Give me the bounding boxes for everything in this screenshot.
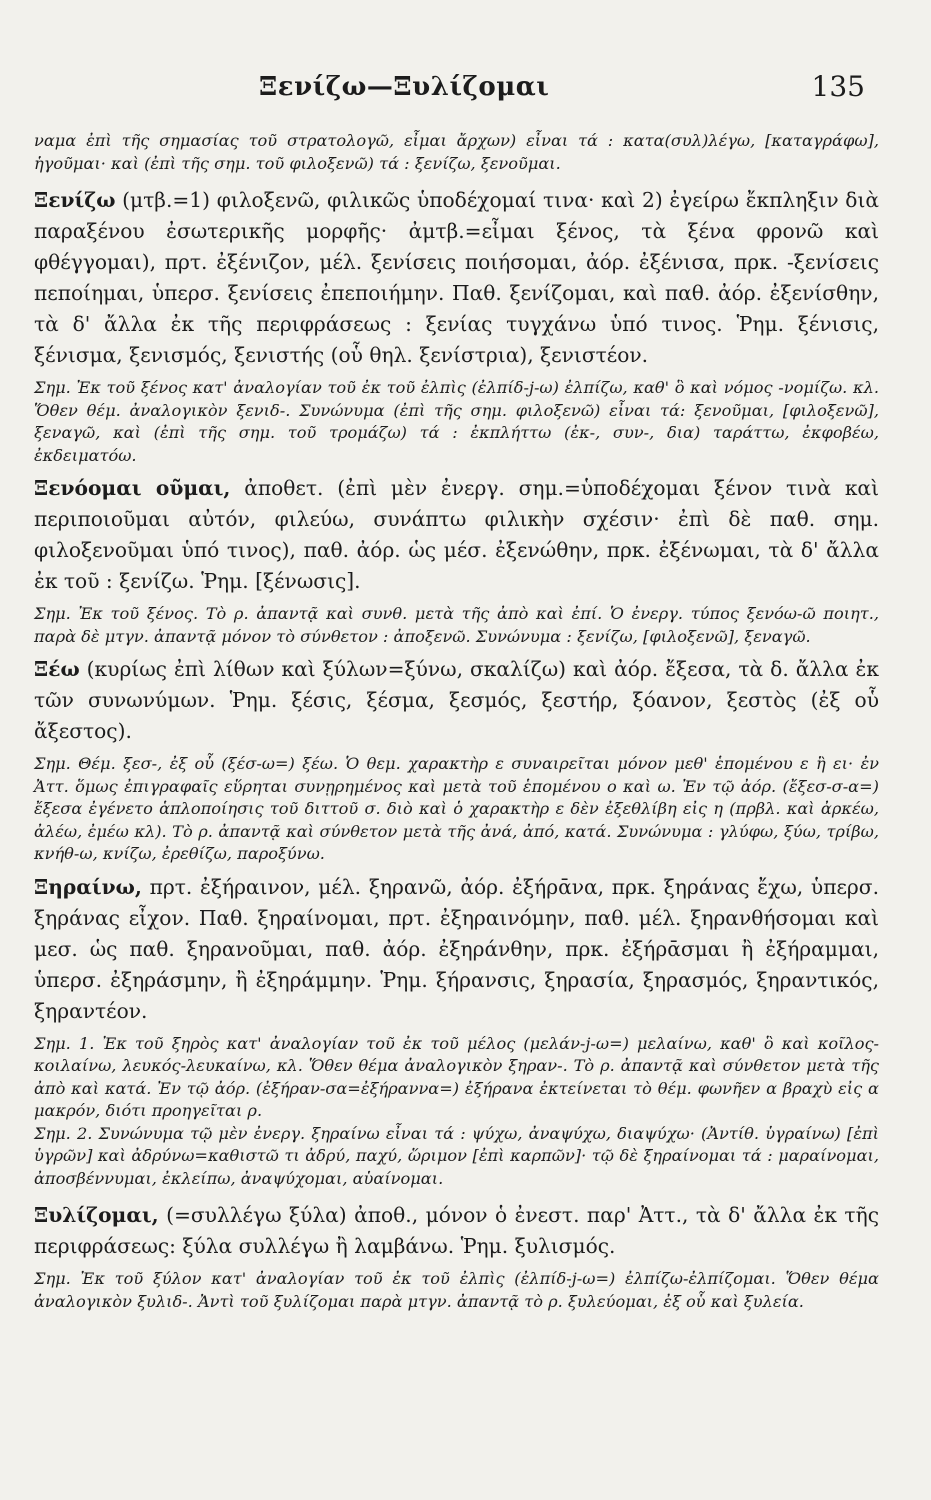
entry-xenoomai: Ξενόομαι οῦμαι, ἀποθετ. (ἐπὶ μὲν ἐνεργ. σημ.=ὑποδέχομαι ξένον τινὰ καὶ περιποιοῦμαι αὐτόν, φιλεύω, συνάπτω φιλικὴν σχέσιν· ἐπὶ δὲ παθ. σημ. φιλοξενοῦμαι ὑπό τινος), παθ. ἀόρ. ὡς μέσ. ἐξενώθην, πρκ. ἐξένωμαι, τὰ δ' ἄλλα ἐκ τοῦ : ξενίζω. Ῥημ. [ξένωσις]. [34, 476, 879, 593]
lemma-headword: Ξενίζω [34, 188, 116, 212]
lemma-headword: Ξέω [34, 657, 80, 681]
note-xylizomai: Σημ. Ἐκ τοῦ ξύλον κατ' ἀναλογίαν τοῦ ἐκ τοῦ ἐλπὶς (ἐλπίδ-j-ω=) ἐλπίζω-ἐλπίζομαι. Ὅθεν θέμα ἀναλογικὸν ξυλιδ-. Ἀντὶ τοῦ ξυλίζομαι παρὰ μτγν. ἀπαντᾷ τὸ ρ. ξυλεύομαι, ἐξ οὗ καὶ ξυλεία. [34, 1269, 879, 1311]
lemma-headword: Ξυλίζομαι, [34, 1203, 159, 1227]
note-xenoomai: Σημ. Ἐκ τοῦ ξένος. Τὸ ρ. ἀπαντᾷ καὶ συνθ. μετὰ τῆς ἀπὸ καὶ ἐπί. Ὁ ἐνεργ. τύπος ξενόω-ῶ ποιητ., παρὰ δὲ μτγν. ἀπαντᾷ μόνον τὸ σύνθετον : ἀποξενῶ. Συνώνυμα : ξενίζω, [φιλοξενῶ], ξεναγῶ. [34, 604, 879, 646]
entry-xeo: Ξέω (κυρίως ἐπὶ λίθων καὶ ξύλων=ξύνω, σκαλίζω) καὶ ἀόρ. ἔξεσα, τὰ δ. ἄλλα ἐκ τῶν συνωνύμων. Ῥημ. ξέσις, ξέσμα, ξεσμός, ξεστήρ, ξόανον, ξεστὸς (ἐξ οὗ ἄξεστος). [34, 657, 879, 743]
note-xeraino-2: Σημ. 2. Συνώνυμα τῷ μὲν ἐνεργ. ξηραίνω εἶναι τά : ψύχω, ἀναψύχω, διαψύχω· (Ἀντίθ. ὑγραίνω) [ἐπὶ ὑγρῶν] καὶ ἀδρύνω=καθιστῶ τι ἀδρύ, παχύ, ὥριμον [ἐπὶ καρπῶν]· τῷ δὲ ξηραίνομαι τά : μαραίνομαι, ἀποσβέννυμαι, ἐκλείπω, ἀναψύχομαι, αὑαίνομαι. [34, 1123, 879, 1188]
lemma-headword: Ξενόομαι οῦμαι, [34, 476, 231, 500]
note-xenizo: Σημ. Ἐκ τοῦ ξένος κατ' ἀναλογίαν τοῦ ἐκ τοῦ ἐλπὶς (ἐλπίδ-j-ω) ἐλπίζω, καθ' ὃ καὶ νόμος -νομίζω. κλ. Ὅθεν θέμ. ἀναλογικὸν ξενιδ-. Συνώνυμα (ἐπὶ τῆς σημ. φιλοξενῶ) εἶναι τά: ξενοῦμαι, [φιλοξενῶ], ξεναγῶ, καὶ (ἐπὶ τῆς σημ. τοῦ τρομάζω) τά : ἐκπλήττω (ἐκ-, συν-, δια) ταράττω, ἐκφοβέω, ἐκδειματόω. [34, 378, 879, 465]
running-head [34, 66, 879, 106]
entry-xerainо: Ξηραίνω, πρτ. ἐξήραινον, μέλ. ξηρανῶ, ἀόρ. ἐξήρᾱνα, πρκ. ξηράνας ἔχω, ὑπερσ. ξηράνας εἶχον. Παθ. ξηραίνομαι, πρτ. ἐξηραινόμην, παθ. μέλ. ξηρανθήσομαι καὶ μεσ. ὡς παθ. ξηρανοῦμαι, παθ. ἀόρ. ἐξηράνθην, πρκ. ἐξήρᾱσμαι ἢ ἐξήραμμαι, ὑπερσ. ἐξηράσμην, ἢ ἐξηράμμην. Ῥημ. ξήρανσις, ξηρασία, ξηρασμός, ξηραντικός, ξηραντέον. [34, 874, 879, 1023]
note-carryover: ναμα ἐπὶ τῆς σημασίας τοῦ στρατολογῶ, εἶμαι ἄρχων) εἶναι τά : κατα(συλ)λέγω, [καταγράφω], ἡγοῦμαι· καὶ (ἐπὶ τῆς σημ. τοῦ φιλοξενῶ) τά : ξενίζω, ξενοῦμαι. [34, 131, 879, 173]
page-number: 135 [811, 70, 865, 103]
note-xeraino-1: Σημ. 1. Ἐκ τοῦ ξηρὸς κατ' ἀναλογίαν τοῦ ἐκ τοῦ μέλος (μελάν-j-ω=) μελαίνω, καθ' ὃ καὶ κοῖλος-κοιλαίνω, λευκός-λευκαίνω, κλ. Ὅθεν θέμα ἀναλογικὸν ξηραν-. Τὸ ρ. ἀπαντᾷ καὶ σύνθετον μετὰ τῆς ἀπὸ καὶ κατά. Ἐν τῷ ἀόρ. (ἐξήραν-σα=ἐξήραννα=) ἐξήρανα ἐκτείνεται τὸ θέμ. φωνῆεν α βραχὺ εἰς α μακρόν, διότι προηγεῖται ρ. [34, 1033, 879, 1120]
entry-xenizo: Ξενίζω (μτβ.=1) φιλοξενῶ, φιλικῶς ὑποδέχομαί τινα· καὶ 2) ἐγείρω ἔκπληξιν διὰ παραξένου ἐσωτερικῆς μορφῆς· ἀμτβ.=εἶμαι ξένος, τὰ ξένα φρονῶ καὶ φθέγγομαι), πρτ. ἐξένιζον, μέλ. ξενίσεις ποιήσομαι, ἀόρ. ἐξένισα, πρκ. -ξενίσεις πεποίημαι, ὑπερσ. ξενίσεις ἐπεποιήμην. Παθ. ξενίζομαι, καὶ παθ. ἀόρ. ἐξενίσθην, τὰ δ' ἄλλα ἐκ τῆς περιφράσεως : ξενίας τυγχάνω ὑπό τινος. Ῥημ. ξένισις, ξένισμα, ξενισμός, ξενιστής (οὗ θηλ. ξενίστρια), ξενιστέον. [34, 188, 879, 367]
note-xeo: Σημ. Θέμ. ξεσ-, ἐξ οὗ (ξέσ-ω=) ξέω. Ὁ θεμ. χαρακτὴρ ε συναιρεῖται μόνον μεθ' ἑπομένου ε ἢ ει· ἐν Ἀττ. ὅμως ἐπιγραφαῖς εὕρηται συνῃρημένος καὶ μετὰ τοῦ ἑπομένου ο καὶ ω. Ἐν τῷ ἀόρ. (ἔξεσ-σ-α=) ἔξεσα ἐγένετο ἁπλοποίησις τοῦ διττοῦ σ. διὸ καὶ ὁ χαρακτὴρ ε δὲν ἐξεθλίβη εἰς η (πρβλ. καὶ ἀρκέω, ἀλέω, ἐμέω κλ). Τὸ ρ. ἀπαντᾷ καὶ σύνθετον μετὰ τῆς ἀνά, ἀπό, κατά. Συνώνυμα : γλύφω, ξύω, τρίβω, κνήθ-ω, κνίζω, ἐρεθίζω, παροξύνω. [34, 754, 879, 863]
running-head-title: Ξενίζω—Ξυλίζομαι [259, 72, 550, 102]
lemma-headword: Ξηραίνω, [34, 874, 142, 899]
entry-xylizomai: Ξυλίζομαι, (=συλλέγω ξύλα) ἀποθ., μόνον ὁ ἐνεστ. παρ' Ἀττ., τὰ δ' ἄλλα ἐκ τῆς περιφράσεως: ξύλα συλλέγω ἢ λαμβάνω. Ῥημ. ξυλισμός. [34, 1203, 879, 1258]
